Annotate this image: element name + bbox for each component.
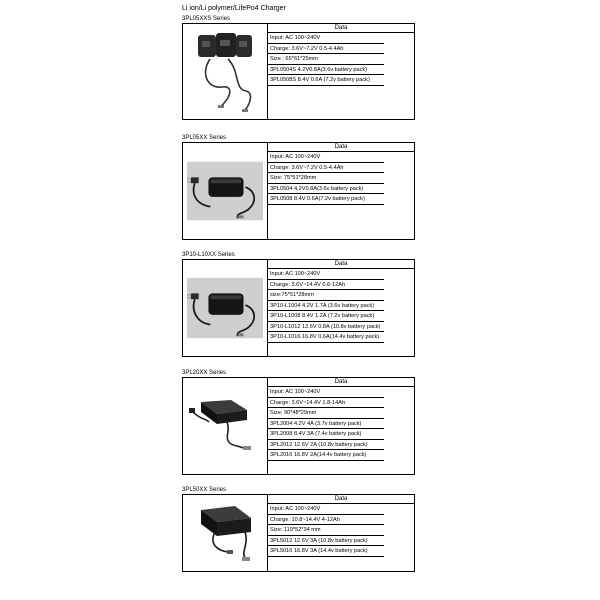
data-column (268, 24, 414, 119)
page-title: Li ion/Li polymer/LifePo4 Charger (182, 5, 286, 12)
spec-table (182, 494, 415, 572)
spec-row: 3P10-L1008 8.4V 1.2A (7.2v battery pack) (268, 311, 384, 322)
data-header: Data (268, 495, 414, 504)
spec-row: Charge: 3.6V~7.2V 0.5-4.4Ah (268, 163, 384, 174)
spec-table (182, 142, 415, 240)
series-block (182, 134, 415, 240)
series-title: 3PL50XX Series (182, 487, 227, 493)
laptop-style-adapter-image (187, 398, 263, 454)
product-photo-cell (183, 378, 268, 474)
spec-row: Input: AC 100~240V (268, 33, 384, 44)
product-photo-cell (183, 24, 268, 119)
spec-row: 3PL5012 12.6V 3A (10.8v battery pack) (268, 536, 384, 547)
laptop-style-adapter-image (187, 502, 263, 564)
product-photo-cell (183, 143, 268, 239)
data-column (268, 143, 414, 239)
product-photo (187, 29, 263, 114)
desktop-adapter-charger-image (187, 277, 263, 339)
data-header: Data (268, 378, 414, 387)
data-header: Data (268, 24, 414, 33)
series-title: 3PL20XX Series (182, 370, 227, 376)
product-photo (187, 265, 263, 351)
spec-row: 3PL0508S 8.4V 0.6A (7.2v battery pack) (268, 75, 384, 86)
spec-row: Input: AC 100~240V (268, 152, 384, 163)
spec-row: 3PL0508 8.4V 0.6A(7.2v battery pack) (268, 194, 384, 205)
product-photo (187, 383, 263, 469)
product-photo-cell (183, 495, 268, 571)
series-block (182, 251, 415, 357)
spec-row: 3PL5016 16.8V 3A (14.4v battery pack) (268, 546, 384, 557)
data-header: Data (268, 260, 414, 269)
spec-row: 3P10-L1016 16.8V 0.6A(14.4v battery pack) (268, 332, 384, 343)
spec-row: Charge: 10.8~14.4V 4-12Ah (268, 515, 384, 526)
spec-row: Charge: 3.6V~14.4V 0.6-12Ah (268, 280, 384, 291)
series-title: 3PL05XX Series (182, 135, 227, 141)
series-title: 3P10-L10XX Series (182, 252, 235, 258)
data-column (268, 260, 414, 356)
spec-row: 3P10-L1012 12.6V 0.8A (10.8v battery pack) (268, 322, 384, 333)
data-column (268, 495, 414, 571)
spec-row: Size: 75*51*28mm (268, 173, 384, 184)
spec-row: 3PL0504 4.2V0.8A(3.6v battery pack) (268, 184, 384, 195)
data-header: Data (268, 143, 414, 152)
spec-table (182, 377, 415, 475)
product-photo (187, 148, 263, 234)
product-photo (187, 500, 263, 566)
spec-table (182, 23, 415, 120)
desktop-adapter-charger-image (187, 161, 263, 221)
series-title: 3PL05XXS Series (182, 16, 231, 22)
spec-row: 3PL2008 8.4V 3A (7.4v battery pack) (268, 429, 384, 440)
spec-row: 3PL2004 4.2V 4A (3.7v battery pack) (268, 419, 384, 430)
wall-plug-charger-image (190, 29, 260, 115)
spec-row: Input: AC 100~240V (268, 269, 384, 280)
spec-row: Input: AC 100~240V (268, 504, 384, 515)
spec-table (182, 259, 415, 357)
spec-row: 3PL0504S 4.2V0.8A(3.6v battery pack) (268, 65, 384, 76)
series-block (182, 15, 415, 120)
data-column (268, 378, 414, 474)
spec-row: Size: 90*48*29mm (268, 408, 384, 419)
spec-row: Input: AC 100~240V (268, 387, 384, 398)
spec-row: 3PL2016 16.8V 2A(14.4v battery pack) (268, 450, 384, 461)
spec-row: 3P10-L1004 4.2V 1.7A (3.6v battery pack) (268, 301, 384, 312)
spec-row: 3PL2012 12.6V 2A (10.8v battery pack) (268, 440, 384, 451)
spec-row: Size: 119*52*34 mm (268, 525, 384, 536)
product-photo-cell (183, 260, 268, 356)
spec-row: Charge: 3.6V~14.4V 1.8-14Ah (268, 398, 384, 409)
spec-row: Charge: 3.6V~7.2V 0.5-4.4Ah (268, 44, 384, 55)
spec-row: Size : 65*61*25mm (268, 54, 384, 65)
spec-row: size:75*51*28mm (268, 290, 384, 301)
series-block (182, 486, 415, 572)
series-block (182, 369, 415, 475)
